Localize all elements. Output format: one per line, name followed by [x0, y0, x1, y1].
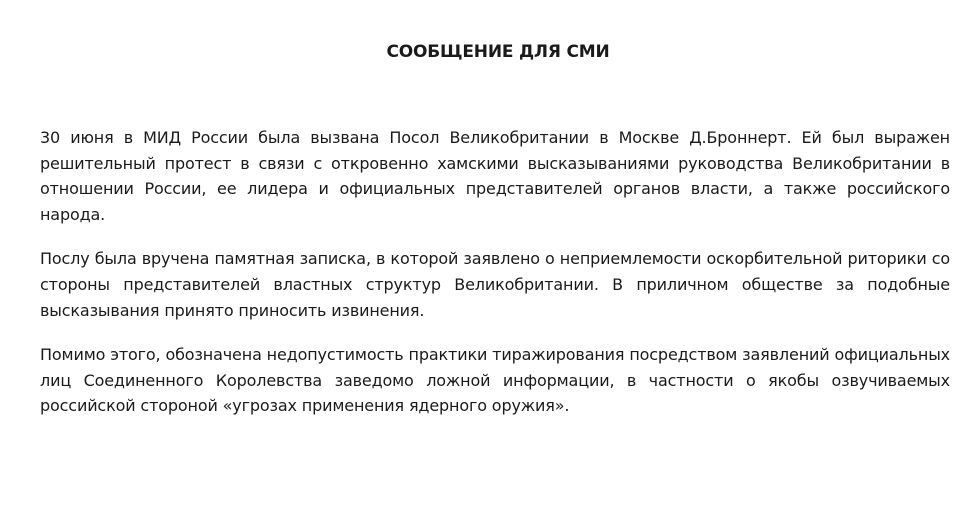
paragraph-3: Помимо этого, обозначена недопустимость практики тиражирования посредством заявлений официальных лиц Соединенного Королевства заведомо ложной информации, в частности о якобы озвучиваемых российской стороной «угрозах применения ядерного оружия». [40, 345, 950, 416]
document-title: СООБЩЕНИЕ ДЛЯ СМИ [386, 42, 610, 62]
press-release-document [40, 0, 950, 419]
paragraph-1: 30 июня в МИД России была вызвана Посол Великобритании в Москве Д.Броннерт. Ей был выражен решительный протест в связи с откровенно хамскими высказываниями руководства Великобритании в отношении России, ее лидера и официальных представителей органов власти, а также российского народа. [40, 128, 950, 224]
paragraph-2: Послу была вручена памятная записка, в которой заявлено о неприемлемости оскорбительной риторики со стороны представителей властных структур Великобритании. В приличном обществе за подобные высказывания принято приносить извинения. [40, 249, 950, 320]
